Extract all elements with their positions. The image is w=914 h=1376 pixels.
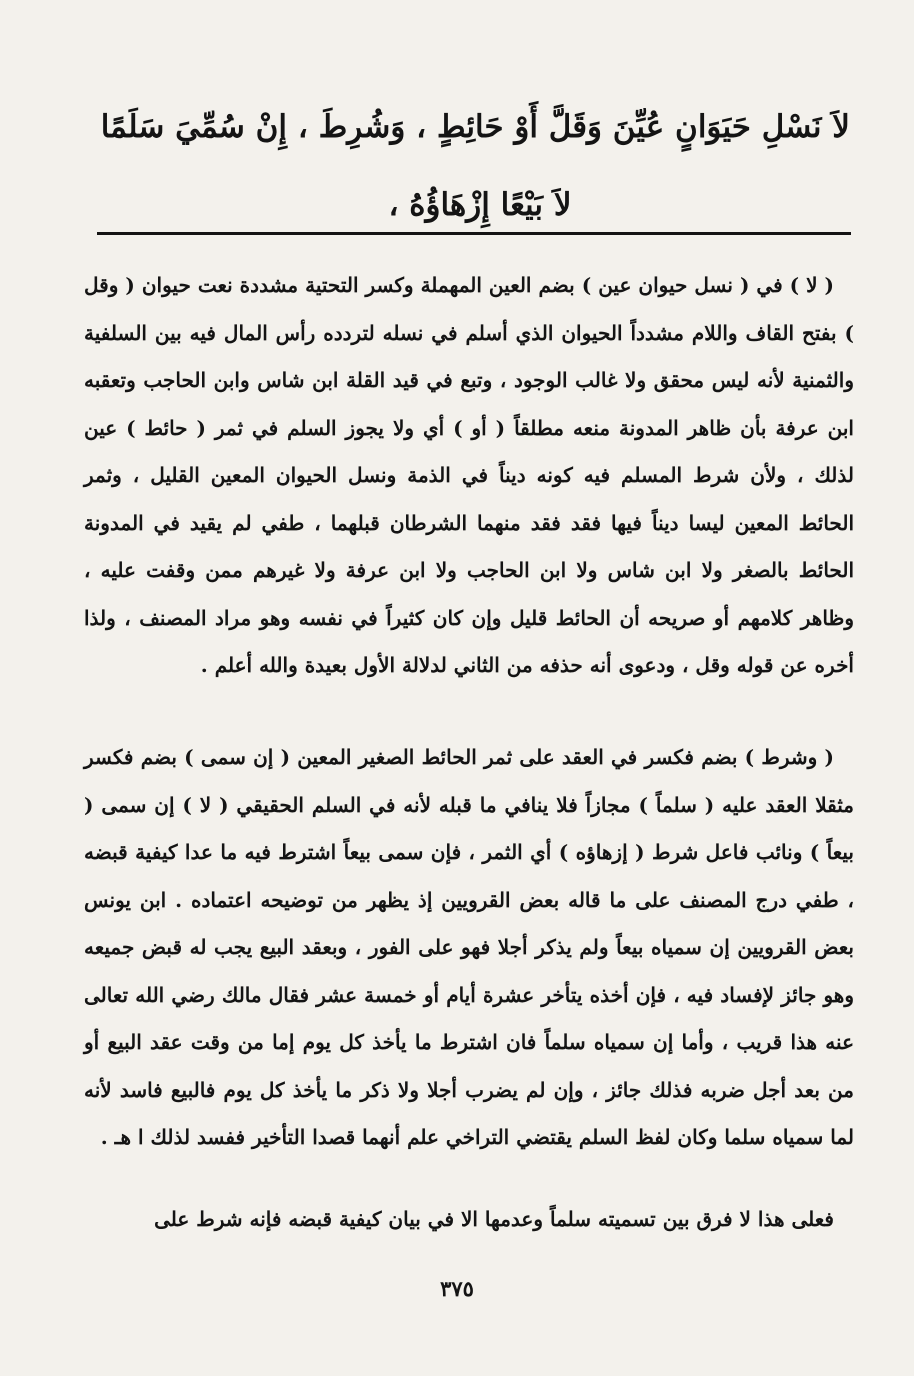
commentary-paragraph-1: ( لا ) في ( نسل حيوان عين ) بضم العين المهملة وكسر التحتية مشددة نعت حيوان ( وقل ) بفتح القاف واللام مشدداً الحيوان الذي أسلم في نسله لتردده رأس المال فيه بين السلفية والثمنية لأنه ليس محقق ولا غالب الوجود ، وتبع في قيد القلة ابن شاس وابن الحاجب وتعقبه ابن عرفة بأن ظاهر المدونة منعه مطلقاً ( أو ) أي ولا يجوز السلم في ثمر ( حائط ) عين لذلك ، ولأن شرط المسلم فيه كونه ديناً في الذمة ونسل الحيوان المعين القليل ، وثمر الحائط المعين ليسا ديناً فيها فقد فقد منهما الشرطان قبلهما ، طفي لم يقيد في المدونة الحائط بالصغر ولا ابن شاس ولا ابن الحاجب ولا ابن عرفة ولا غيرهم ممن وقفت عليه ، وظاهر كلامهم أو صريحه أن الحائط قليل وإن كان كثيراً في نفسه وهو مراد المصنف ، ولذا أخره عن قوله وقل ، ودعوى أنه حذفه من الثاني لدلالة الأول بعيدة والله أعلم . xyxy=(84,273,854,677)
matn-verse xyxy=(100,88,850,244)
verse-line-1: لاَ نَسْلِ حَيَوَانٍ عُيِّنَ وَقَلَّ أَوْ حَائِطٍ ، وَشُرِطَ ، إِنْ سُمِّيَ سَلَمًا xyxy=(100,109,850,145)
verse-line-2: لاَ بَيْعًا إِزْهَاؤُهُ ، xyxy=(388,187,572,223)
commentary-paragraph-3: فعلى هذا لا فرق بين تسميته سلماً وعدمها الا في بيان كيفية قبضه فإنه شرط على xyxy=(154,1207,834,1231)
page-number: ٣٧٥ xyxy=(440,1276,474,1301)
commentary-paragraph-2: ( وشرط ) بضم فكسر في العقد على ثمر الحائط الصغير المعين ( إن سمى ) بضم فكسر مثقلا العقد عليه ( سلماً ) مجازاً فلا ينافي ما قبله لأنه في السلم الحقيقي ( لا ) إن سمى ( بيعاً ) ونائب فاعل شرط ( إزهاؤه ) أي الثمر ، فإن سمى بيعاً اشترط فيه ما عدا كيفية قبضه ، طفي درج المصنف على ما قاله بعض القرويين إذ يظهر من توضيحه اعتماده . ابن يونس بعض القرويين إن سمياه بيعاً ولم يذكر أجلا فهو على الفور ، وبعقد البيع يجب له قبض جميعه وهو جائز لإفساد فيه ، فإن أخذه يتأخر عشرة أيام أو خمسة عشر فقال مالك رضي الله تعالى عنه هذا قريب ، وأما إن سمياه سلماً فان اشترط ما يأخذ كل يوم إما من وقت عقد البيع أو من بعد أجل ضربه فذلك جائز ، وإن لم يضرب أجلا ولا ذكر ما يأخذ كل يوم فالبيع فاسد لأنه لما سمياه سلما وكان لفظ السلم يقتضي التراخي علم أنهما قصدا التأخير ففسد لذلك ا هـ . xyxy=(84,745,855,1149)
separator-rule xyxy=(97,232,851,235)
